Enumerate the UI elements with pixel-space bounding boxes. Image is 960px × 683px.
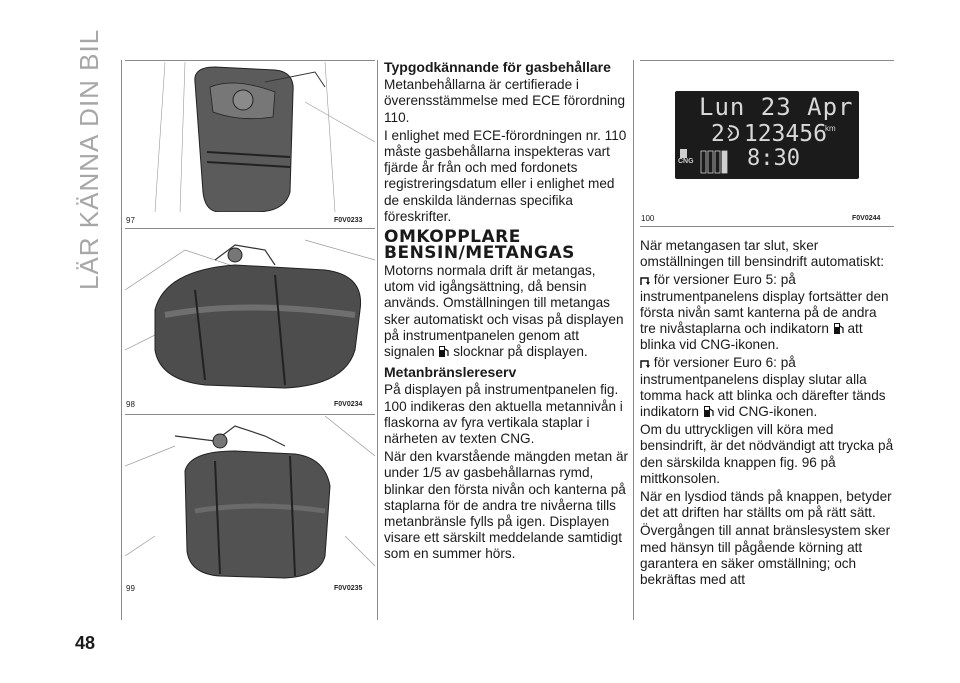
figure-top-rule (125, 60, 375, 61)
arrow-bullet-icon (640, 275, 650, 286)
figure-top-rule (125, 228, 375, 229)
page-number: 48 (75, 633, 96, 653)
paragraph (384, 263, 629, 360)
paragraph: När en lysdiod tänds på knappen, betyder det att driften har ställts om på rätt sätt. (640, 489, 892, 521)
bullet-item (640, 272, 896, 353)
figure-top-rule (125, 414, 375, 415)
figure-98-image (125, 230, 375, 395)
paragraph: Metanbehållarna är certifierade i överensstämmelse med ECE förordning 110. (384, 77, 626, 125)
bullet-text: att blinka vid CNG-ikonen. (640, 321, 863, 353)
figure-98-number: 98 (126, 400, 135, 409)
fuel-pump-icon (833, 322, 844, 335)
column-divider (377, 60, 378, 620)
column-divider (633, 60, 634, 620)
gear-indicator-icon (726, 124, 740, 142)
right-column (640, 238, 896, 590)
heading-methane-reserve: Metanbränslereserv (384, 364, 517, 381)
figure-bottom-rule (640, 226, 894, 227)
paragraph: I enlighet med ECE-förordningen nr. 110 måste gasbehållarna inspekteras vart fjärde år från och med fordonets registreringsdatum eller i enlighet med de enskilda ländernas specifika föreskrifter. (384, 127, 627, 224)
figure-98-code: F0V0234 (334, 401, 363, 408)
paragraph-text: slocknar på displayen. (453, 344, 588, 360)
paragraph: Om du uttryckligen vill köra med bensindrift, är det nödvändigt att trycka på den särskilda knappen fig. 96 på mittkonsolen. (640, 422, 894, 486)
display-gear: 2 (711, 121, 725, 147)
heading-switch-line1: OMKOPPLARE (384, 227, 521, 248)
figure-97-code: F0V0233 (334, 217, 363, 224)
figure-99-code: F0V0235 (334, 585, 363, 592)
heading-switch (384, 227, 629, 264)
heading-type-approval: Typgodkännande för gasbehållare (384, 59, 611, 75)
fuel-pump-icon (438, 345, 449, 358)
display-cng-label: CNG (678, 158, 694, 165)
middle-column (384, 57, 629, 565)
display-unit: km (825, 124, 836, 133)
instrument-display (675, 91, 859, 179)
figure-97-image (125, 62, 375, 212)
arrow-bullet-icon (640, 358, 650, 369)
display-date: Lun 23 Apr (699, 93, 854, 121)
paragraph: På displayen på instrumentpanelen fig. 100 indikeras den aktuella metannivån i flaskorna av fyra vertikala staplar i närheten av texten CNG. (384, 382, 623, 447)
side-title-text: LÄR KÄNNA DIN BIL (74, 28, 104, 290)
bullet-text: för versioner Euro 5: på instrumentpanelens display fortsätter den första nivån samt kanterna på de andra tre nivåstaplarna och indikatorn (640, 272, 889, 337)
figure-97-number: 97 (126, 216, 135, 225)
paragraph: När den kvarstående mängden metan är under 1/5 av gasbehållarnas rymd, blinkar den första nivån och kanterna på staplarna för de andra tre nivåerna tills metanbränsle fylls på igen. Displayen visare ett särskilt meddelande samtidigt som en summer hörs. (384, 449, 629, 562)
figure-99-number: 99 (126, 584, 135, 593)
figure-100-code: F0V0244 (852, 215, 881, 222)
display-time: 8:30 (747, 146, 800, 171)
section-side-title (56, 28, 104, 300)
figure-100-number: 100 (641, 214, 655, 223)
paragraph-text: Motorns normala drift är metangas, utom vid igångsättning, då bensin används. Omställningen till metangas sker automatiskt och visas på displayen på instrumentpanelen genom att signalen (384, 263, 624, 360)
heading-switch-line2: BENSIN/METANGAS (384, 243, 575, 264)
figure-top-rule (640, 60, 894, 61)
paragraph: Övergången till annat bränslesystem sker med hänsyn till pågående körning att garantera en säker omställning; och bekräftas med att (640, 523, 891, 588)
fuel-pump-icon (703, 405, 714, 418)
bullet-item (640, 355, 896, 420)
paragraph: När metangasen tar slut, sker omställningen till bensindrift automatiskt: (640, 238, 885, 270)
bullet-text: vid CNG-ikonen. (717, 404, 818, 420)
bullet-text: för versioner Euro 6: på instrumentpanelens display slutar alla tomma hack att blinka och därefter tänds indikatorn (640, 355, 886, 420)
display-odometer-row (711, 121, 827, 147)
display-odometer: 123456 (743, 121, 827, 147)
figure-99-image (125, 416, 375, 581)
column-divider (121, 60, 122, 620)
